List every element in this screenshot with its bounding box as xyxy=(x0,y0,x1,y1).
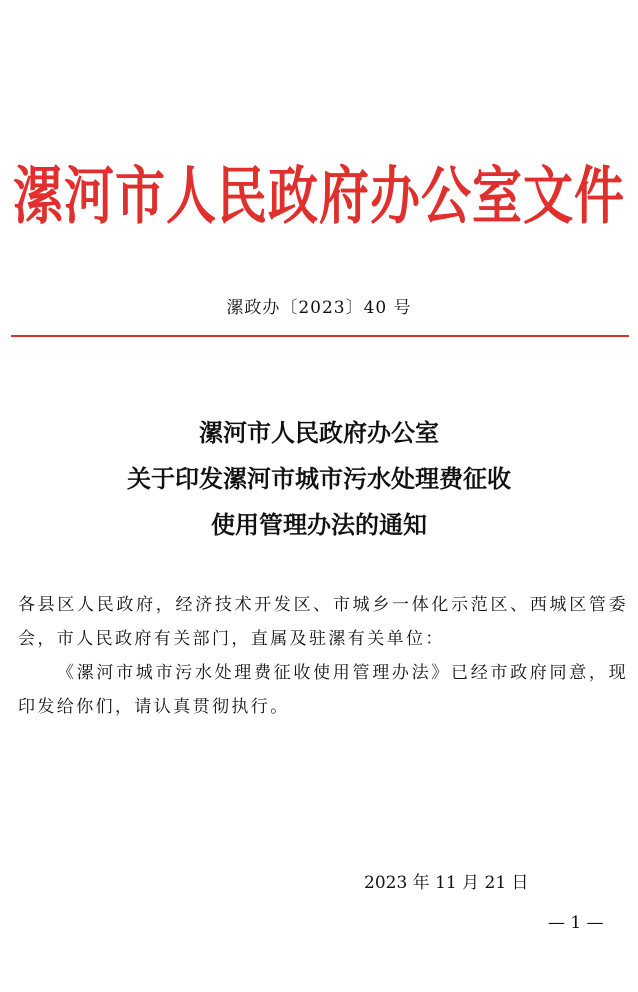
title-line: 使用管理办法的通知 xyxy=(211,510,427,539)
title-line: 关于印发漯河市城市污水处理费征收 xyxy=(127,464,511,493)
notice-paragraph: 《漯河市城市污水处理费征收使用管理办法》已经市政府同意，现印发给你们，请认真贯彻执行。 xyxy=(18,663,628,717)
document-masthead: 漯河市人民政府办公室文件 xyxy=(13,158,625,233)
title-line: 漯河市人民政府办公室 xyxy=(199,418,439,447)
page-number: — 1 — xyxy=(548,913,604,933)
red-separator-rule xyxy=(11,335,629,337)
document-body xyxy=(18,588,628,724)
issue-date: 2023 年 11 月 21 日 xyxy=(364,873,529,893)
document-number: 漯政办〔2023〕40 号 xyxy=(226,298,412,318)
addressee-paragraph: 各县区人民政府，经济技术开发区、市城乡一体化示范区、西城区管委会，市人民政府有关部门，直属及驻漯有关单位： xyxy=(18,595,628,649)
document-title xyxy=(0,410,638,548)
